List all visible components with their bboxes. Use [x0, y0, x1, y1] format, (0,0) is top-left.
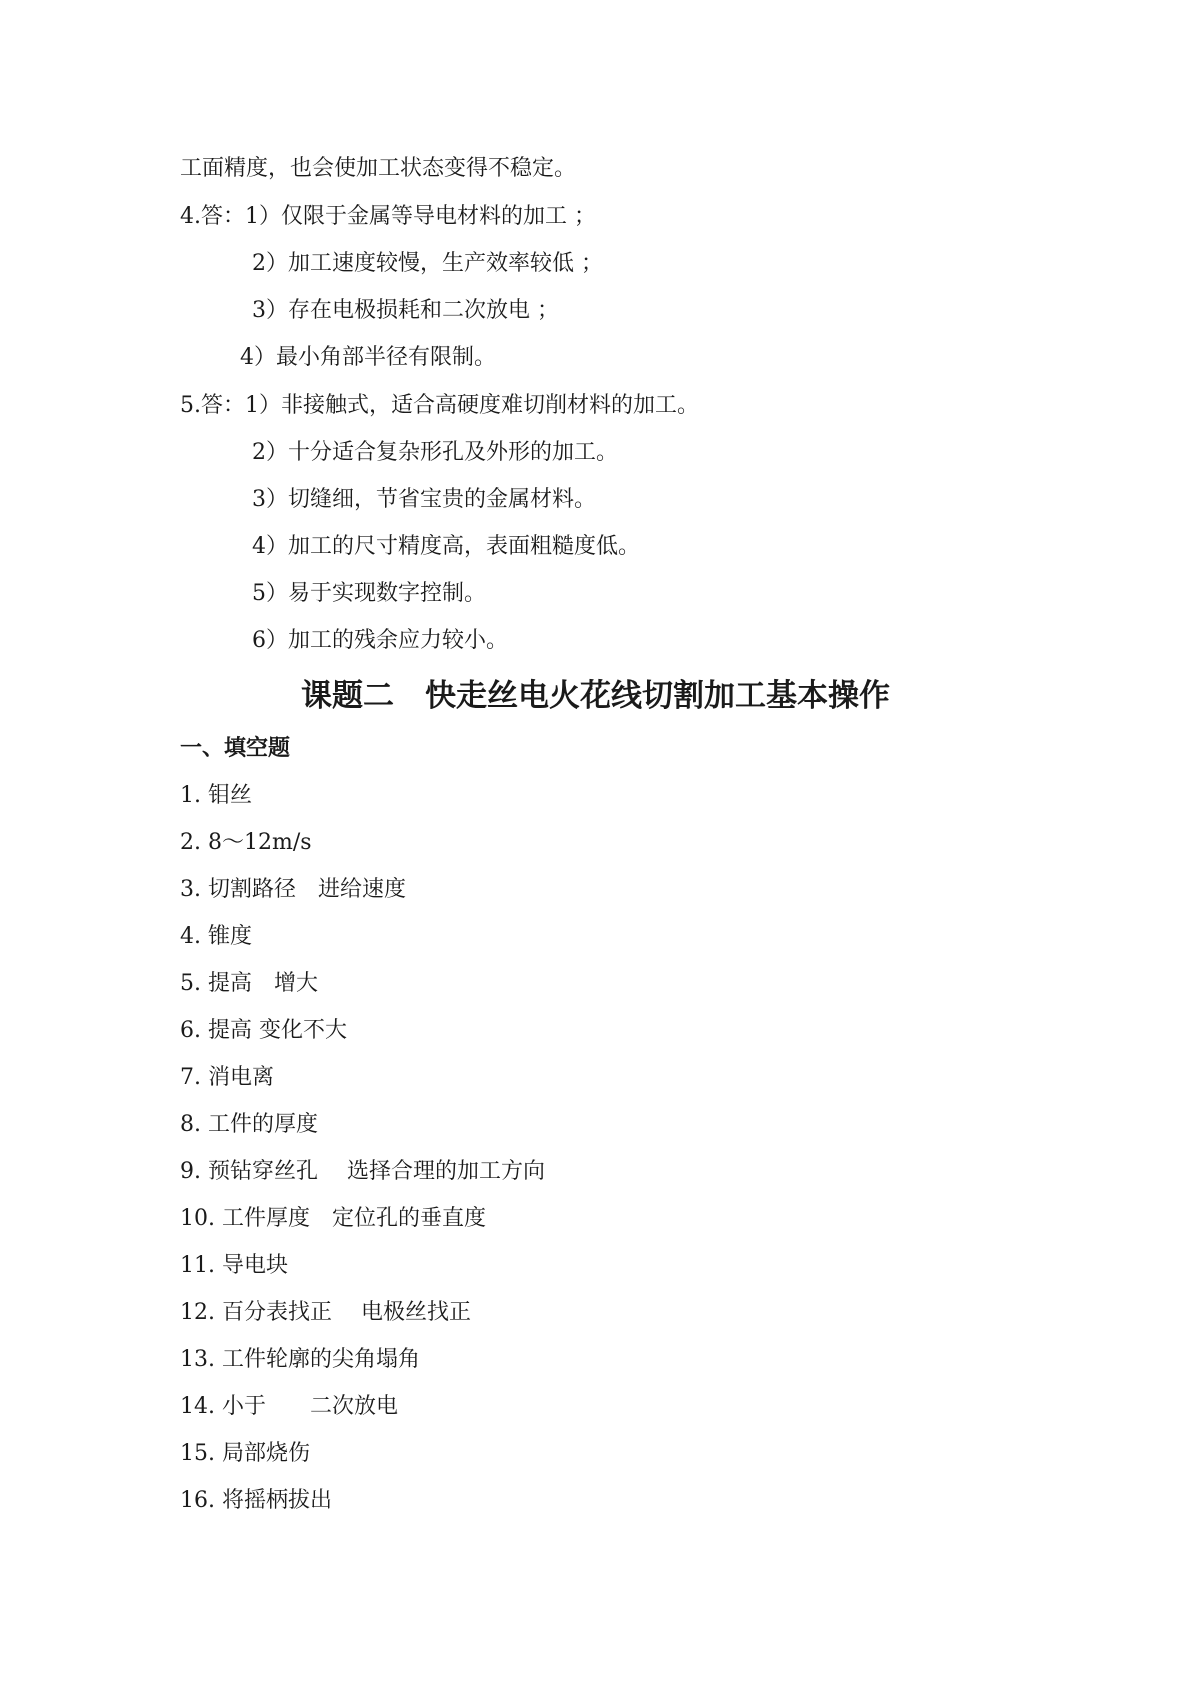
fill-answer-14: 14. 小于 二次放电: [180, 1394, 398, 1419]
fill-answer-6: 6. 提高 变化不大: [180, 1018, 347, 1043]
answer-4-item-2: 2）加工速度较慢，生产效率较低 ；: [252, 251, 603, 276]
fill-answer-9: 9. 预钻穿丝孔 选择合理的加工方向: [180, 1159, 545, 1184]
fill-answer-10: 10. 工件厚度 定位孔的垂直度: [180, 1206, 486, 1231]
fill-answer-2: 2. 8～12m/s: [180, 830, 312, 855]
answer-5-item-2: 2）十分适合复杂形孔及外形的加工。: [252, 440, 618, 465]
fill-answer-16: 16. 将摇柄拔出: [180, 1488, 332, 1513]
fill-answer-13: 13. 工件轮廓的尖角塌角: [180, 1347, 420, 1372]
answer-5-item-5: 5）易于实现数字控制。: [252, 581, 486, 606]
fill-answer-7: 7. 消电离: [180, 1065, 274, 1090]
topic-title: 课题二 快走丝电火花线切割加工基本操作: [301, 678, 890, 714]
answer-5-item-1: 5.答：1）非接触式，适合高硬度难切削材料的加工。: [180, 393, 699, 418]
continuation-text: 工面精度，也会使加工状态变得不稳定。: [180, 156, 577, 181]
fill-answer-8: 8. 工件的厚度: [180, 1112, 318, 1137]
answer-5-item-4: 4）加工的尺寸精度高，表面粗糙度低。: [252, 534, 640, 559]
fill-answer-5: 5. 提高 增大: [180, 971, 318, 996]
fill-answer-15: 15. 局部烧伤: [180, 1441, 310, 1466]
fill-answer-1: 1. 钼丝: [180, 783, 252, 808]
answer-5-item-3: 3）切缝细，节省宝贵的金属材料。: [252, 487, 596, 512]
fill-answer-4: 4. 锥度: [180, 924, 252, 949]
answer-5-item-6: 6）加工的残余应力较小。: [252, 628, 508, 653]
answer-4-item-1: 4.答：1）仅限于金属等导电材料的加工 ；: [180, 204, 596, 229]
answer-4-item-3: 3）存在电极损耗和二次放电 ；: [252, 298, 559, 323]
section-title: 一、填空题: [180, 736, 291, 761]
answer-4-item-4: 4）最小角部半径有限制。: [240, 345, 496, 370]
fill-answer-11: 11. 导电块: [180, 1253, 288, 1278]
fill-answer-12: 12. 百分表找正 电极丝找正: [180, 1300, 471, 1325]
fill-answer-3: 3. 切割路径 进给速度: [180, 877, 406, 902]
